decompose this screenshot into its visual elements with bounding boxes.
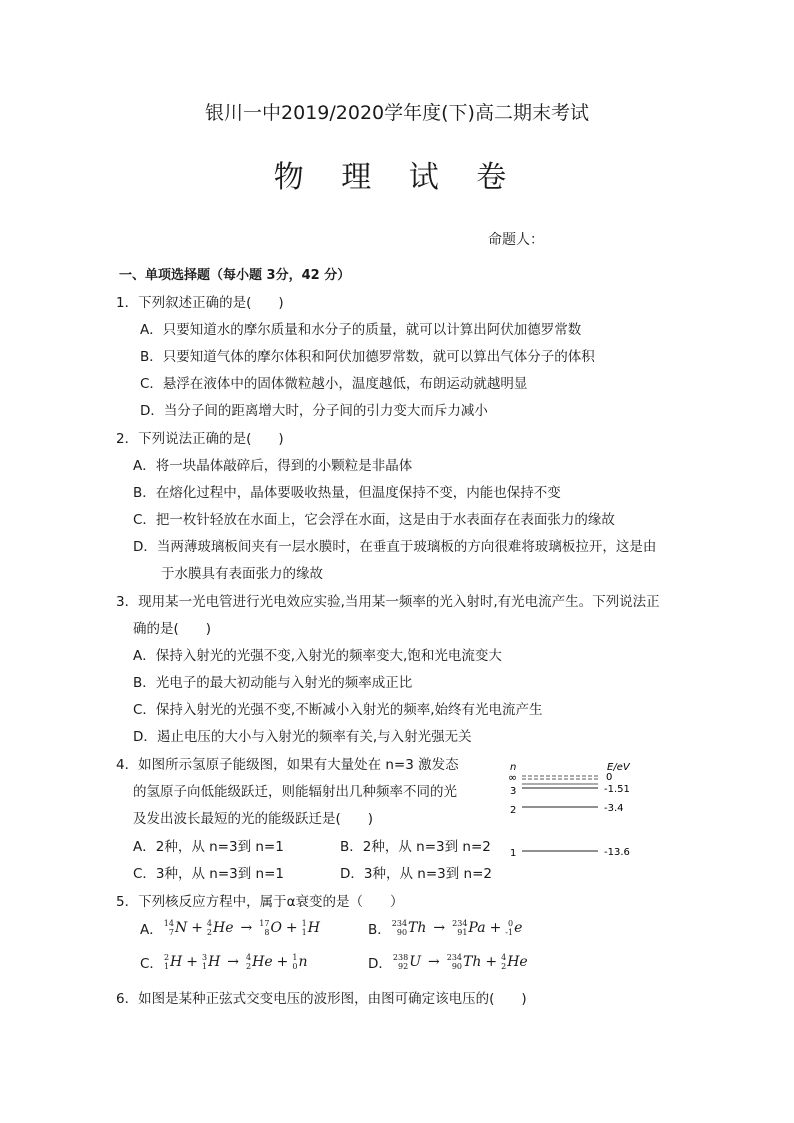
level-n-2: 2: [510, 805, 517, 816]
school-exam-title: 银川一中2019/2020学年度(下)高二期末考试: [205, 102, 589, 124]
q6-stem: 6．如图是某种正弦式交变电压的波形图，由图可确定该电压的( ): [116, 991, 527, 1007]
nuclide: 234 91 Pa: [452, 919, 486, 937]
q1-stem: 1．下列叙述正确的是( ): [116, 295, 284, 311]
q5-equation-a: 14 7 N + 4 2 He → 17 8 O + 1 1 H: [163, 919, 320, 937]
q5-option-b: [368, 918, 523, 938]
q5-option-c: [140, 952, 308, 972]
q2-stem: 2．下列说法正确的是( ): [116, 431, 284, 447]
nuclide: 1 1 H: [301, 919, 320, 937]
q1-option-d: D．当分子间的距离增大时，分子间的引力变大而斥力减小: [140, 403, 488, 419]
q3-stem-line1: 3．现用某一光电管进行光电效应实验,当用某一频率的光入射时,有光电流产生。下列说法正: [116, 594, 660, 610]
nuclide: 3 1 H: [201, 953, 221, 971]
q4-stem-line2: 的氢原子向低能级跃迁，则能辐射出几种频率不同的光: [133, 784, 457, 800]
nuclide: 2 1 H: [163, 953, 183, 971]
q4-option-a: A．2种，从 n=3到 n=1: [133, 839, 284, 855]
q2-option-c: C．把一枚针轻放在水面上，它会浮在水面，这是由于水表面存在表面张力的缘故: [133, 512, 615, 528]
q5-equation-d: 238 92 U → 234 90 Th + 4 2 He: [392, 953, 528, 971]
q5-equation-c: 2 1 H + 3 1 H → 4 2 He + 1 0 n: [163, 953, 308, 971]
diagram-n-label: n: [510, 762, 517, 773]
q2-option-a: A．将一块晶体敲碎后，得到的小颗粒是非晶体: [133, 458, 413, 474]
q5-option-b-label: B．: [368, 922, 391, 938]
nuclide: 4 2 He: [501, 953, 528, 971]
q5-stem: 5．下列核反应方程中，属于α衰变的是（ ）: [116, 894, 404, 910]
q1-option-a: A．只要知道水的摩尔质量和水分子的质量，就可以计算出阿伏加德罗常数: [140, 322, 582, 338]
level-n-1: 1: [510, 848, 517, 859]
nuclide: 17 8 O: [259, 919, 282, 937]
q1-option-b: B．只要知道气体的摩尔体积和阿伏加德罗常数，就可以算出气体分子的体积: [140, 349, 595, 365]
nuclide: 14 7 N: [163, 919, 188, 937]
q3-option-d: D．遏止电压的大小与入射光的频率有关,与入射光强无关: [133, 729, 472, 745]
nuclide: 234 90 Th: [391, 919, 427, 937]
level-n-3: 3: [510, 786, 517, 797]
nuclide: 4 2 He: [246, 953, 273, 971]
diagram-energy-label: E/eV: [607, 762, 630, 773]
q5-option-d: [368, 952, 529, 972]
author-label: 命题人：: [488, 232, 544, 248]
level-e-3: -1.51: [604, 784, 630, 795]
level-e-inf: 0: [606, 772, 613, 783]
q4-option-c: C．3种，从 n=3到 n=1: [133, 866, 285, 882]
q3-option-b: B．光电子的最大初动能与入射光的频率成正比: [133, 675, 413, 691]
q4-option-b: B．2种，从 n=3到 n=2: [340, 839, 491, 855]
q2-option-b: B．在熔化过程中，晶体要吸收热量，但温度保持不变，内能也保持不变: [133, 485, 561, 501]
q3-stem-line2: 确的是( ): [133, 621, 212, 637]
q5-option-d-label: D．: [368, 956, 392, 972]
q5-option-a: [140, 918, 321, 938]
energy-level-diagram: [500, 756, 650, 866]
q2-option-d-line2: 于水膜具有表面张力的缘故: [161, 566, 323, 582]
q2-option-d-line1: D．当两薄玻璃板间夹有一层水膜时，在垂直于玻璃板的方向很难将玻璃板拉开，这是由: [133, 539, 657, 555]
level-n-inf: ∞: [508, 771, 518, 784]
q5-equation-b: 234 90 Th → 234 91 Pa + 0 -1 e: [391, 919, 523, 937]
subject-title: 物 理 试 卷: [273, 160, 521, 195]
q5-option-a-label: A．: [140, 922, 163, 938]
level-e-2: -3.4: [604, 803, 624, 814]
section-heading: 一、单项选择题（每小题 3分，42 分）: [119, 268, 351, 283]
q5-option-c-label: C．: [140, 956, 163, 972]
nuclide: 238 92 U: [392, 953, 421, 971]
q4-stem-line1: 4．如图所示氢原子能级图，如果有大量处在 n=3 激发态: [116, 757, 459, 773]
q1-option-c: C．悬浮在液体中的固体微粒越小，温度越低，布朗运动就越明显: [140, 376, 528, 392]
q3-option-a: A．保持入射光的光强不变,入射光的频率变大,饱和光电流变大: [133, 648, 502, 664]
nuclide: 234 90 Th: [446, 953, 482, 971]
nuclide: 4 2 He: [206, 919, 234, 937]
q4-option-d: D．3种，从 n=3到 n=2: [340, 866, 492, 882]
level-e-1: -13.6: [604, 847, 630, 858]
q3-option-c: C．保持入射光的光强不变,不断减小入射光的频率,始终有光电流产生: [133, 702, 543, 718]
nuclide: 0 -1 e: [505, 919, 523, 937]
nuclide: 1 0 n: [292, 953, 308, 971]
q4-stem-line3: 及发出波长最短的光的能级跃迁是( ): [133, 811, 374, 827]
